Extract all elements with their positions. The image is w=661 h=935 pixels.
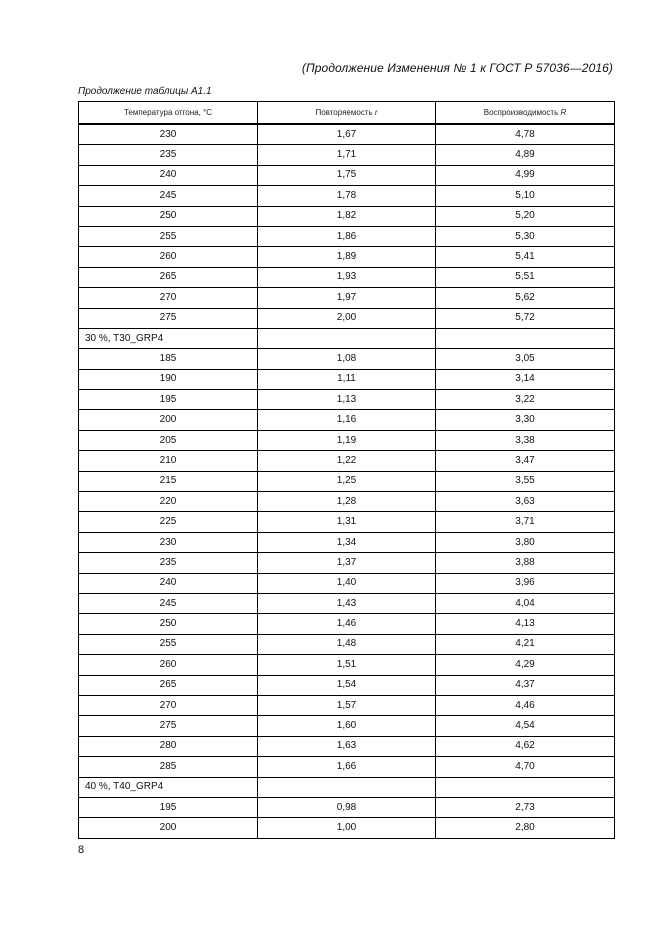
table-cell: 1,97 xyxy=(258,288,436,308)
table-row xyxy=(79,532,615,552)
table-cell: 5,20 xyxy=(436,206,615,226)
table-cell: 4,37 xyxy=(436,675,615,695)
table-cell: 1,82 xyxy=(258,206,436,226)
table-cell: 240 xyxy=(79,165,258,185)
table-cell: 275 xyxy=(79,716,258,736)
table-cell: 4,99 xyxy=(436,165,615,185)
table-row xyxy=(79,471,615,491)
table-cell: 3,30 xyxy=(436,410,615,430)
page-number: 8 xyxy=(78,844,85,856)
table-row xyxy=(79,390,615,410)
table-header-row xyxy=(79,102,615,125)
table-cell: 4,54 xyxy=(436,716,615,736)
table-cell: 4,78 xyxy=(436,124,615,145)
table-cell: 1,13 xyxy=(258,390,436,410)
table-group-row xyxy=(79,328,615,348)
document-header: (Продолжение Изменения № 1 к ГОСТ Р 57036—2016) xyxy=(301,61,613,75)
table-cell: 270 xyxy=(79,288,258,308)
table-row xyxy=(79,553,615,573)
table-cell: 3,38 xyxy=(436,430,615,450)
table-row xyxy=(79,655,615,675)
table-cell: 1,46 xyxy=(258,614,436,634)
table-cell: 1,28 xyxy=(258,492,436,512)
table-cell: 1,89 xyxy=(258,247,436,267)
table-cell: 1,78 xyxy=(258,186,436,206)
table-cell: 4,04 xyxy=(436,593,615,613)
table-cell: 235 xyxy=(79,553,258,573)
table-row xyxy=(79,451,615,471)
table-cell: 1,86 xyxy=(258,226,436,246)
table-cell: 3,55 xyxy=(436,471,615,491)
table-cell: 1,34 xyxy=(258,532,436,552)
table-cell: 1,93 xyxy=(258,267,436,287)
table-cell: 195 xyxy=(79,390,258,410)
table-cell: 225 xyxy=(79,512,258,532)
table-row xyxy=(79,430,615,450)
table-cell: 1,22 xyxy=(258,451,436,471)
table-row xyxy=(79,349,615,369)
table-cell: 3,88 xyxy=(436,553,615,573)
table-row xyxy=(79,410,615,430)
table-cell: 2,73 xyxy=(436,797,615,817)
table-cell: 4,89 xyxy=(436,145,615,165)
table-row xyxy=(79,124,615,145)
table-row xyxy=(79,614,615,634)
table-cell: 3,14 xyxy=(436,369,615,389)
table-cell: 2,80 xyxy=(436,818,615,838)
table-cell: 3,05 xyxy=(436,349,615,369)
table-row xyxy=(79,186,615,206)
table-cell: 1,25 xyxy=(258,471,436,491)
table-cell: 275 xyxy=(79,308,258,328)
table-row xyxy=(79,226,615,246)
table-row xyxy=(79,818,615,838)
table-row xyxy=(79,308,615,328)
table-cell xyxy=(258,777,436,797)
table-cell xyxy=(436,777,615,797)
table-cell: 1,60 xyxy=(258,716,436,736)
table-cell: 200 xyxy=(79,818,258,838)
reproducibility-symbol: R xyxy=(560,108,567,117)
table-cell: 230 xyxy=(79,532,258,552)
table-cell: 185 xyxy=(79,349,258,369)
table-cell: 1,40 xyxy=(258,573,436,593)
table-row xyxy=(79,593,615,613)
repeatability-symbol: r xyxy=(374,108,378,117)
table-cell: 0,98 xyxy=(258,797,436,817)
table-cell: 205 xyxy=(79,430,258,450)
table-cell: 265 xyxy=(79,267,258,287)
table-cell: 1,75 xyxy=(258,165,436,185)
table-row xyxy=(79,797,615,817)
table-cell: 4,62 xyxy=(436,736,615,756)
table-cell: 1,71 xyxy=(258,145,436,165)
table-cell: 5,10 xyxy=(436,186,615,206)
table-caption: Продолжение таблицы А1.1 xyxy=(78,86,212,97)
table-cell: 4,29 xyxy=(436,655,615,675)
table-cell: 265 xyxy=(79,675,258,695)
table-cell: 190 xyxy=(79,369,258,389)
table-cell: 1,08 xyxy=(258,349,436,369)
table-cell: 3,63 xyxy=(436,492,615,512)
table-header xyxy=(79,102,615,125)
table-row xyxy=(79,247,615,267)
table-cell: 3,71 xyxy=(436,512,615,532)
group-label-cell: 30 %, T30_GRP4 xyxy=(79,328,258,348)
table-cell: 1,66 xyxy=(258,757,436,777)
table-row xyxy=(79,757,615,777)
table-cell: 4,46 xyxy=(436,695,615,715)
table-cell: 2,00 xyxy=(258,308,436,328)
data-table xyxy=(78,101,615,839)
table-cell: 210 xyxy=(79,451,258,471)
table-cell: 220 xyxy=(79,492,258,512)
table-cell: 1,67 xyxy=(258,124,436,145)
table-cell: 250 xyxy=(79,614,258,634)
table-cell: 3,47 xyxy=(436,451,615,471)
column-header-repeatability: Повторяемость r xyxy=(258,102,436,125)
table-cell: 280 xyxy=(79,736,258,756)
table-cell: 1,48 xyxy=(258,634,436,654)
table-cell: 1,63 xyxy=(258,736,436,756)
table-row xyxy=(79,288,615,308)
table-cell: 285 xyxy=(79,757,258,777)
table-cell: 245 xyxy=(79,186,258,206)
table-cell: 4,70 xyxy=(436,757,615,777)
table-row xyxy=(79,695,615,715)
table-cell: 5,30 xyxy=(436,226,615,246)
table-group-row xyxy=(79,777,615,797)
table-row xyxy=(79,716,615,736)
table-row xyxy=(79,675,615,695)
table-cell: 1,51 xyxy=(258,655,436,675)
table-row xyxy=(79,165,615,185)
table-cell: 3,96 xyxy=(436,573,615,593)
table-cell: 1,43 xyxy=(258,593,436,613)
table-row xyxy=(79,512,615,532)
table-cell: 255 xyxy=(79,226,258,246)
table-cell: 260 xyxy=(79,655,258,675)
table-cell: 1,00 xyxy=(258,818,436,838)
table-cell: 5,62 xyxy=(436,288,615,308)
table-cell: 240 xyxy=(79,573,258,593)
table-cell: 245 xyxy=(79,593,258,613)
table-cell: 1,19 xyxy=(258,430,436,450)
table-cell xyxy=(436,328,615,348)
table-row xyxy=(79,492,615,512)
table-row xyxy=(79,736,615,756)
table-cell: 260 xyxy=(79,247,258,267)
table-cell: 250 xyxy=(79,206,258,226)
column-header-temperature: Температура отгона, °С xyxy=(79,102,258,125)
table-cell: 3,22 xyxy=(436,390,615,410)
table-cell: 230 xyxy=(79,124,258,145)
table-cell: 195 xyxy=(79,797,258,817)
table-cell: 1,11 xyxy=(258,369,436,389)
table-cell: 235 xyxy=(79,145,258,165)
table-row xyxy=(79,206,615,226)
table-cell: 1,37 xyxy=(258,553,436,573)
table-cell xyxy=(258,328,436,348)
table-cell: 3,80 xyxy=(436,532,615,552)
column-header-reproducibility: Воспроизводимость R xyxy=(436,102,615,125)
table-cell: 1,54 xyxy=(258,675,436,695)
table-row xyxy=(79,634,615,654)
table-cell: 5,51 xyxy=(436,267,615,287)
table-cell: 4,13 xyxy=(436,614,615,634)
table-row xyxy=(79,145,615,165)
table-cell: 1,16 xyxy=(258,410,436,430)
table-row xyxy=(79,573,615,593)
table-cell: 255 xyxy=(79,634,258,654)
table-row xyxy=(79,369,615,389)
group-label-cell: 40 %, T40_GRP4 xyxy=(79,777,258,797)
table-cell: 270 xyxy=(79,695,258,715)
table-cell: 4,21 xyxy=(436,634,615,654)
table-cell: 215 xyxy=(79,471,258,491)
table-cell: 1,31 xyxy=(258,512,436,532)
table-body xyxy=(79,124,615,838)
table-cell: 5,72 xyxy=(436,308,615,328)
table-cell: 5,41 xyxy=(436,247,615,267)
table-cell: 1,57 xyxy=(258,695,436,715)
table-row xyxy=(79,267,615,287)
table-cell: 200 xyxy=(79,410,258,430)
